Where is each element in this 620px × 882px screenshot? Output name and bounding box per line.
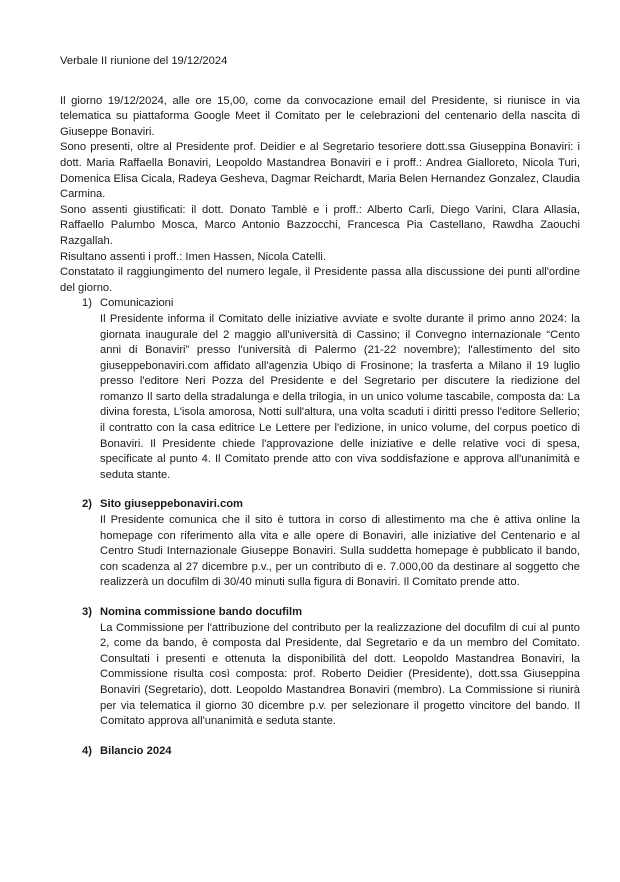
agenda-item-communications: [60, 296, 580, 483]
intro-paragraph-absent: Risultano assenti i proff.: Imen Hassen, Nicola Catelli.: [60, 250, 326, 263]
agenda-item-website: [60, 497, 580, 591]
item-title: Comunicazioni: [100, 297, 174, 310]
intro-paragraph-present: Sono presenti, oltre al Presidente prof. Deidier e al Segretario tesoriere dott.ssa Giuseppina Bonaviri: i dott. Maria Raffaella Bonaviri, Leopoldo Mastandrea Bonaviri e i proff.: Andrea Gialloreto, Nicola Turi, Domenica Elisa Cicala, Radeya Gesheva, Dagmar Reichardt, Maria Belen Hernandez Gonzalez, Claudia Carmina.: [60, 141, 580, 201]
item-text: Il Presidente informa il Comitato delle iniziative avviate e svolte durante il primo anno 2024: la giornata inaugurale del 2 maggio all'università di Cassino; il Convegno internazionale “Cento anni di Bonaviri” presso l'università di Palermo (21-22 novembre); l'allestimento del sito giuseppebonaviri.com affidato all'agenzia Ubiqo di Frosinone; la trasferta a Milano il 19 luglio presso l'editore Neri Pozza del Presidente e del Segretario per discutere la riedizione del romanzo Il sarto della stradalunga e della trilogia, in un unico volume tascabile, composta da: La divina foresta, L'isola amorosa, Notti sull'altura, una volta scaduti i diritti presso l'editore Sellerio; il contratto con la casa editrice Le Lettere per l'edizione, in unico volume, del corpus poetico di Bonaviri. Il Presidente chiede l'approvazione delle iniziative e delle relative voci di spesa, specificate al punto 4. Il Comitato prende atto con viva soddisfazione e approva all'unanimità e seduta stante.: [100, 312, 580, 481]
intro-paragraph-justified-absent: Sono assenti giustificati: il dott. Donato Tamblè e i proff.: Alberto Carli, Diego Varini, Clara Allasia, Raffaello Palumbo Mosca, Marco Antonio Bazzocchi, Francesca Pia Castellano, Rawdha Zaouchi Razgallah.: [60, 203, 580, 247]
document-title: Verbale II riunione del 19/12/2024: [60, 55, 228, 67]
item-title: Sito giuseppebonaviri.com: [100, 498, 243, 511]
item-text: La Commissione per l'attribuzione del contributo per la realizzazione del docufilm di cui al punto 2, come da bando, è composta dal Presidente, dal Segretario e da un membro del Comitato. Consultati i presenti e ottenuta la disponibilità del dott. Leopoldo Mastandrea Bonaviri, la Commissione risulta così composta: prof. Roberto Deidier (Presidente), dott.ssa Giuseppina Bonaviri (Segretario), dott. Leopoldo Mastandrea Bonaviri (membro). La Commissione si riunirà per via telematica il giorno 30 dicembre p.v. per selezionare il progetto vincitore del bando. Il Comitato approva all'unanimità e seduta stante.: [100, 621, 580, 728]
item-number: 2): [82, 498, 92, 511]
item-text: Il Presidente comunica che il sito è tuttora in corso di allestimento ma che è attiva online la homepage con riferimento alla vita e alle opere di Bonaviri, alle iniziative del Centenario e al Centro Studi Internazionale Giuseppe Bonaviri. Sulla suddetta homepage è pubblicato il bando, con scadenza al 27 dicembre p.v., per un contributo di e. 7.000,00 da destinare al soggetto che realizzerà un docufilm di 30/40 minuti sulla figura di Bonaviri. Il Comitato prende atto.: [100, 514, 580, 589]
agenda-item-commission: [60, 605, 580, 730]
item-title: Bilancio 2024: [100, 744, 172, 757]
item-number: 3): [82, 606, 92, 618]
intro-paragraph-meeting: Il giorno 19/12/2024, alle ore 15,00, come da convocazione email del Presidente, si riunisce in via telematica su piattaforma Google Meet il Comitato per le celebrazioni del centenario della nascita di Giuseppe Bonaviri.: [60, 94, 580, 138]
agenda-item-budget: [60, 744, 580, 760]
intro-paragraph-quorum: Constatato il raggiungimento del numero legale, il Presidente passa alla discussione dei punti all'ordine del giorno.: [60, 266, 580, 294]
item-title: Nomina commissione bando docufilm: [100, 606, 303, 618]
item-number: 1): [82, 297, 92, 310]
item-number: 4): [82, 744, 92, 757]
